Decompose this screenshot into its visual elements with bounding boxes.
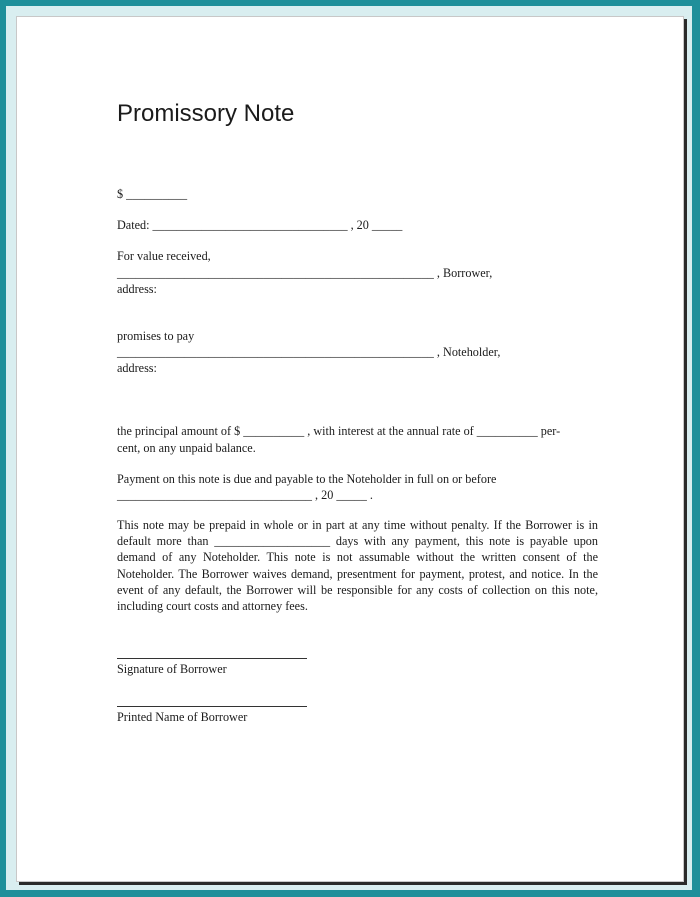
- principal-line-2: cent, on any unpaid balance.: [117, 441, 256, 455]
- noteholder-address-label: address:: [117, 361, 157, 375]
- payment-line-2: ________________________________ , 20 _____ .: [117, 488, 373, 502]
- signature-rule: [117, 658, 307, 659]
- printed-name-rule: [117, 706, 307, 707]
- borrower-address-label: address:: [117, 282, 157, 296]
- printed-name-label: Printed Name of Borrower: [117, 710, 248, 724]
- dated-line: Dated: ________________________________ , 20 _____: [117, 218, 403, 232]
- page-frame: [6, 6, 692, 890]
- borrower-line: ____________________________________________________ , Borrower,: [117, 266, 493, 280]
- for-value-received: For value received,: [117, 249, 211, 263]
- document-title: Promissory Note: [117, 100, 295, 127]
- principal-line-1: the principal amount of $ __________ , with interest at the annual rate of __________ per-: [117, 424, 561, 438]
- promises-to-pay: promises to pay: [117, 329, 195, 343]
- noteholder-line: ____________________________________________________ , Noteholder,: [117, 345, 501, 359]
- amount-line: $ __________: [117, 187, 188, 201]
- signature-label: Signature of Borrower: [117, 662, 227, 676]
- payment-line-1: Payment on this note is due and payable to the Noteholder in full on or before: [117, 472, 497, 486]
- prepay-paragraph: This note may be prepaid in whole or in part at any time without penalty. If the Borrower is in default more than ___________________ days with any payment, this note is payable upon demand of any Noteholder. This note is not assumable without the written consent of the Noteholder. The Borrower waives demand, presentment for payment, protest, and notice. In the event of any default, the Borrower will be responsible for any costs of collection on this note, including court costs and attorney fees.: [117, 518, 598, 614]
- document-page: [16, 16, 684, 882]
